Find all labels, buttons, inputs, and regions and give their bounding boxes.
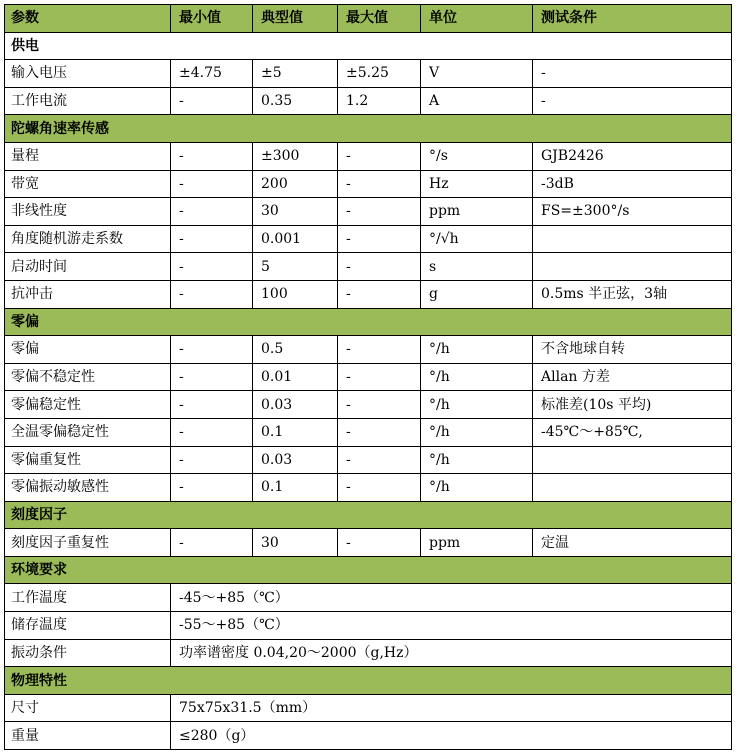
table-row (5, 639, 732, 667)
condition-cell: -45℃～+85℃, (533, 418, 732, 446)
table-row (5, 60, 732, 88)
unit-cell: ppm (421, 529, 533, 557)
min-cell: - (171, 280, 253, 308)
max-cell: - (338, 142, 421, 170)
table-row (5, 584, 732, 612)
param-cell: 非线性度 (5, 198, 171, 226)
param-cell: 振动条件 (5, 639, 171, 667)
header-cell: 最小值 (171, 5, 253, 33)
table-row (5, 418, 732, 446)
unit-cell: V (421, 60, 533, 88)
table-row (5, 529, 732, 557)
unit-cell: Hz (421, 170, 533, 198)
typ-cell: 0.03 (253, 446, 338, 474)
param-cell: 量程 (5, 142, 171, 170)
condition-cell: 定温 (533, 529, 732, 557)
max-cell: - (338, 363, 421, 391)
param-cell: 工作电流 (5, 87, 171, 115)
value-cell: -55～+85（℃） (171, 612, 732, 640)
section-title: 物理特性 (5, 667, 732, 695)
section-scale-factor (5, 501, 732, 529)
table-row (5, 87, 732, 115)
value-cell: -45～+85（℃） (171, 584, 732, 612)
unit-cell: g (421, 280, 533, 308)
param-cell: 零偏振动敏感性 (5, 474, 171, 502)
min-cell: - (171, 391, 253, 419)
param-cell: 全温零偏稳定性 (5, 418, 171, 446)
max-cell: ±5.25 (338, 60, 421, 88)
max-cell: - (338, 418, 421, 446)
typ-cell: 30 (253, 198, 338, 226)
value-cell: 功率谱密度 0.04,20～2000（g,Hz） (171, 639, 732, 667)
min-cell: ±4.75 (171, 60, 253, 88)
typ-cell: 0.1 (253, 474, 338, 502)
table-row (5, 198, 732, 226)
condition-cell (533, 474, 732, 502)
typ-cell: 5 (253, 253, 338, 281)
condition-cell: FS=±300°/s (533, 198, 732, 226)
section-title: 零偏 (5, 308, 732, 336)
max-cell: - (338, 225, 421, 253)
max-cell: - (338, 336, 421, 364)
table-row (5, 363, 732, 391)
param-cell: 零偏不稳定性 (5, 363, 171, 391)
value-cell: 75x75x31.5（mm） (171, 694, 732, 722)
max-cell: - (338, 391, 421, 419)
param-cell: 零偏稳定性 (5, 391, 171, 419)
typ-cell: 100 (253, 280, 338, 308)
section-environment (5, 556, 732, 584)
min-cell: - (171, 474, 253, 502)
max-cell: 1.2 (338, 87, 421, 115)
condition-cell (533, 225, 732, 253)
param-cell: 零偏 (5, 336, 171, 364)
unit-cell: °/h (421, 446, 533, 474)
table-row (5, 612, 732, 640)
spec-table-body (5, 5, 732, 750)
unit-cell: °/h (421, 336, 533, 364)
max-cell: - (338, 446, 421, 474)
typ-cell: 30 (253, 529, 338, 557)
unit-cell: A (421, 87, 533, 115)
condition-cell: - (533, 87, 732, 115)
condition-cell: 0.5ms 半正弦，3轴 (533, 280, 732, 308)
param-cell: 工作温度 (5, 584, 171, 612)
min-cell: - (171, 198, 253, 226)
unit-cell: °/h (421, 391, 533, 419)
param-cell: 带宽 (5, 170, 171, 198)
table-row (5, 170, 732, 198)
table-row (5, 253, 732, 281)
section-title: 供电 (5, 32, 732, 60)
table-row (5, 225, 732, 253)
min-cell: - (171, 446, 253, 474)
condition-cell: 不含地球自转 (533, 336, 732, 364)
unit-cell: °/h (421, 363, 533, 391)
table-row (5, 391, 732, 419)
max-cell: - (338, 253, 421, 281)
typ-cell: 0.03 (253, 391, 338, 419)
section-title: 刻度因子 (5, 501, 732, 529)
table-row (5, 142, 732, 170)
unit-cell: °/h (421, 418, 533, 446)
param-cell: 零偏重复性 (5, 446, 171, 474)
header-row (5, 5, 732, 33)
max-cell: - (338, 529, 421, 557)
param-cell: 启动时间 (5, 253, 171, 281)
param-cell: 抗冲击 (5, 280, 171, 308)
max-cell: - (338, 280, 421, 308)
table-row (5, 280, 732, 308)
typ-cell: 200 (253, 170, 338, 198)
spec-table (4, 4, 732, 750)
table-row (5, 446, 732, 474)
max-cell: - (338, 170, 421, 198)
min-cell: - (171, 418, 253, 446)
table-row (5, 474, 732, 502)
condition-cell: -3dB (533, 170, 732, 198)
max-cell: - (338, 474, 421, 502)
section-title: 环境要求 (5, 556, 732, 584)
header-cell: 参数 (5, 5, 171, 33)
min-cell: - (171, 142, 253, 170)
unit-cell: °/h (421, 474, 533, 502)
header-cell: 典型值 (253, 5, 338, 33)
header-cell: 测试条件 (533, 5, 732, 33)
section-power (5, 32, 732, 60)
min-cell: - (171, 225, 253, 253)
unit-cell: °/s (421, 142, 533, 170)
max-cell: - (338, 198, 421, 226)
min-cell: - (171, 87, 253, 115)
condition-cell: - (533, 60, 732, 88)
typ-cell: 0.1 (253, 418, 338, 446)
param-cell: 重量 (5, 722, 171, 750)
typ-cell: 0.35 (253, 87, 338, 115)
typ-cell: 0.01 (253, 363, 338, 391)
condition-cell: GJB2426 (533, 142, 732, 170)
condition-cell: 标准差(10s 平均) (533, 391, 732, 419)
table-row (5, 694, 732, 722)
condition-cell (533, 253, 732, 281)
unit-cell: ppm (421, 198, 533, 226)
condition-cell (533, 446, 732, 474)
typ-cell: ±300 (253, 142, 338, 170)
section-physical (5, 667, 732, 695)
condition-cell: Allan 方差 (533, 363, 732, 391)
min-cell: - (171, 336, 253, 364)
section-bias (5, 308, 732, 336)
typ-cell: 0.5 (253, 336, 338, 364)
param-cell: 角度随机游走系数 (5, 225, 171, 253)
min-cell: - (171, 529, 253, 557)
param-cell: 刻度因子重复性 (5, 529, 171, 557)
unit-cell: °/√h (421, 225, 533, 253)
min-cell: - (171, 170, 253, 198)
table-row (5, 336, 732, 364)
value-cell: ≤280（g） (171, 722, 732, 750)
header-cell: 最大值 (338, 5, 421, 33)
min-cell: - (171, 363, 253, 391)
typ-cell: 0.001 (253, 225, 338, 253)
param-cell: 储存温度 (5, 612, 171, 640)
section-gyro (5, 115, 732, 143)
param-cell: 输入电压 (5, 60, 171, 88)
unit-cell: s (421, 253, 533, 281)
section-title: 陀螺角速率传感 (5, 115, 732, 143)
param-cell: 尺寸 (5, 694, 171, 722)
min-cell: - (171, 253, 253, 281)
table-row (5, 722, 732, 750)
header-cell: 单位 (421, 5, 533, 33)
typ-cell: ±5 (253, 60, 338, 88)
